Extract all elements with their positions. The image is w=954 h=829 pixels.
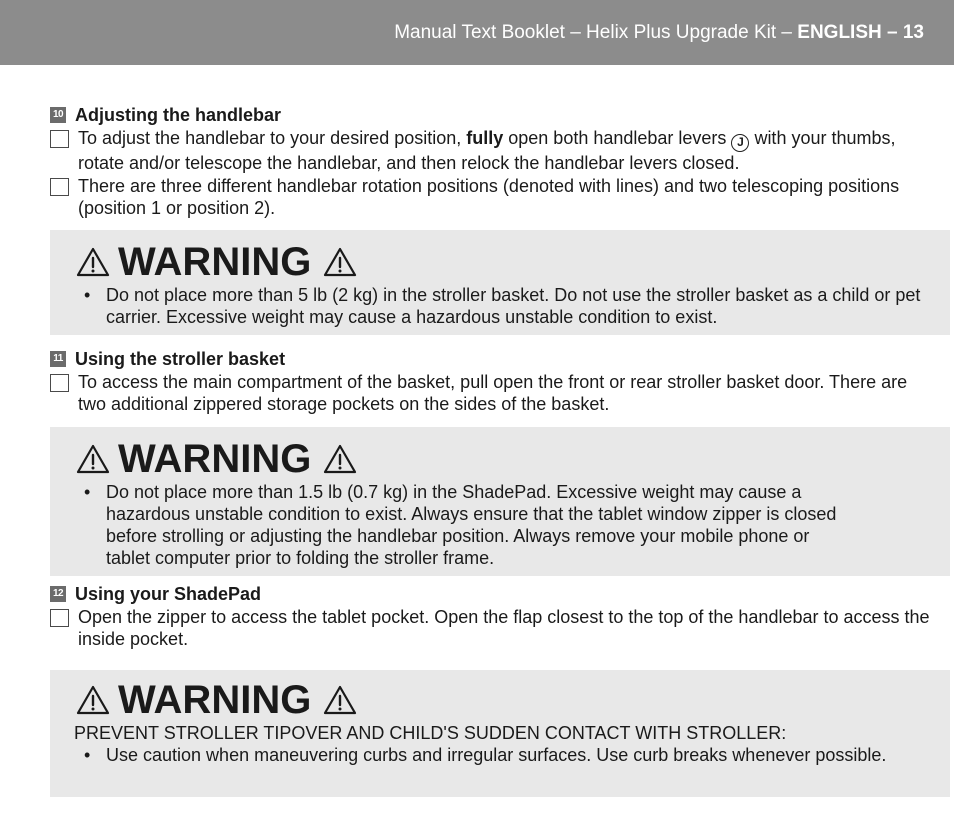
warning-label: WARNING bbox=[118, 437, 312, 481]
warning-heading bbox=[76, 437, 950, 481]
item-text: To access the main compartment of the basket, pull open the front or rear stroller basket door. There are two additional zippered storage pockets on the sides of the basket. bbox=[78, 372, 908, 414]
list-item bbox=[50, 371, 930, 415]
section-stroller-basket bbox=[50, 348, 930, 415]
warning-text: Use caution when maneuvering curbs and irregular surfaces. Use curb breaks whenever possible. bbox=[106, 745, 887, 765]
warning-triangle-icon bbox=[76, 685, 110, 715]
bullet-dot: • bbox=[84, 482, 91, 502]
section-heading bbox=[50, 104, 930, 126]
checkbox-icon[interactable] bbox=[50, 374, 69, 392]
warning-lead-text: PREVENT STROLLER TIPOVER AND CHILD'S SUDDEN CONTACT WITH STROLLER: bbox=[74, 723, 787, 743]
warning-label: WARNING bbox=[118, 240, 312, 284]
list-item bbox=[50, 606, 930, 650]
checkbox-icon[interactable] bbox=[50, 178, 69, 196]
warning-bullet bbox=[76, 744, 950, 766]
section-shadepad bbox=[50, 583, 930, 650]
warning-triangle-icon bbox=[76, 444, 110, 474]
section-number-badge: 11 bbox=[50, 351, 66, 367]
header-language-page: ENGLISH – 13 bbox=[797, 22, 924, 43]
warning-text: Do not place more than 1.5 lb (0.7 kg) in the ShadePad. Excessive weight may cause a hazardous unstable condition to exist. Always ensure that the tablet window zipper is closed before strolling or adjusting the handlebar position. Always remove your mobile phone or tablet computer prior to folding the stroller frame. bbox=[106, 482, 837, 568]
section-heading bbox=[50, 348, 930, 370]
warning-body bbox=[76, 722, 950, 766]
warning-triangle-icon bbox=[323, 444, 357, 474]
warning-box bbox=[50, 230, 950, 335]
checkbox-icon[interactable] bbox=[50, 609, 69, 627]
section-number-badge: 10 bbox=[50, 107, 66, 123]
item-text: open both handlebar levers bbox=[503, 128, 732, 148]
bullet-dot: • bbox=[84, 745, 91, 765]
warning-triangle-icon bbox=[76, 247, 110, 277]
item-emphasis: fully bbox=[466, 128, 504, 148]
header-title: Manual Text Booklet – Helix Plus Upgrade Kit – bbox=[394, 22, 798, 43]
warning-text: Do not place more than 5 lb (2 kg) in the stroller basket. Do not use the stroller basket as a child or pet carrier. Excessive weight may cause a hazardous unstable condition to exist. bbox=[106, 285, 921, 327]
section-title: Using your ShadePad bbox=[75, 584, 262, 604]
warning-bullet bbox=[76, 284, 950, 328]
list-item bbox=[50, 127, 930, 174]
warning-triangle-icon bbox=[323, 685, 357, 715]
warning-bullet bbox=[76, 481, 856, 569]
section-title: Using the stroller basket bbox=[75, 349, 286, 369]
warning-triangle-icon bbox=[323, 247, 357, 277]
bullet-dot: • bbox=[84, 285, 91, 305]
warning-box bbox=[50, 427, 950, 576]
item-text: There are three different handlebar rotation positions (denoted with lines) and two telescoping positions (position 1 or position 2). bbox=[78, 176, 900, 218]
warning-body bbox=[76, 481, 856, 569]
page-header bbox=[0, 0, 954, 65]
item-text: Open the zipper to access the tablet pocket. Open the flap closest to the top of the handlebar to access the inside pocket. bbox=[78, 607, 930, 649]
list-item bbox=[50, 175, 930, 219]
warning-label: WARNING bbox=[118, 678, 312, 722]
reference-circle-icon: J bbox=[731, 134, 749, 152]
section-heading bbox=[50, 583, 930, 605]
section-title: Adjusting the handlebar bbox=[75, 105, 282, 125]
section-adjusting-handlebar bbox=[50, 104, 930, 219]
warning-box bbox=[50, 670, 950, 797]
item-text: To adjust the handlebar to your desired position, bbox=[78, 128, 467, 148]
warning-body bbox=[76, 284, 950, 328]
warning-heading bbox=[76, 240, 950, 284]
checkbox-icon[interactable] bbox=[50, 130, 69, 148]
section-number-badge: 12 bbox=[50, 586, 66, 602]
warning-heading bbox=[76, 678, 950, 722]
item-text: with your thumbs, rotate and/or telescope the handlebar, and then relock the handlebar levers closed. bbox=[78, 128, 896, 173]
